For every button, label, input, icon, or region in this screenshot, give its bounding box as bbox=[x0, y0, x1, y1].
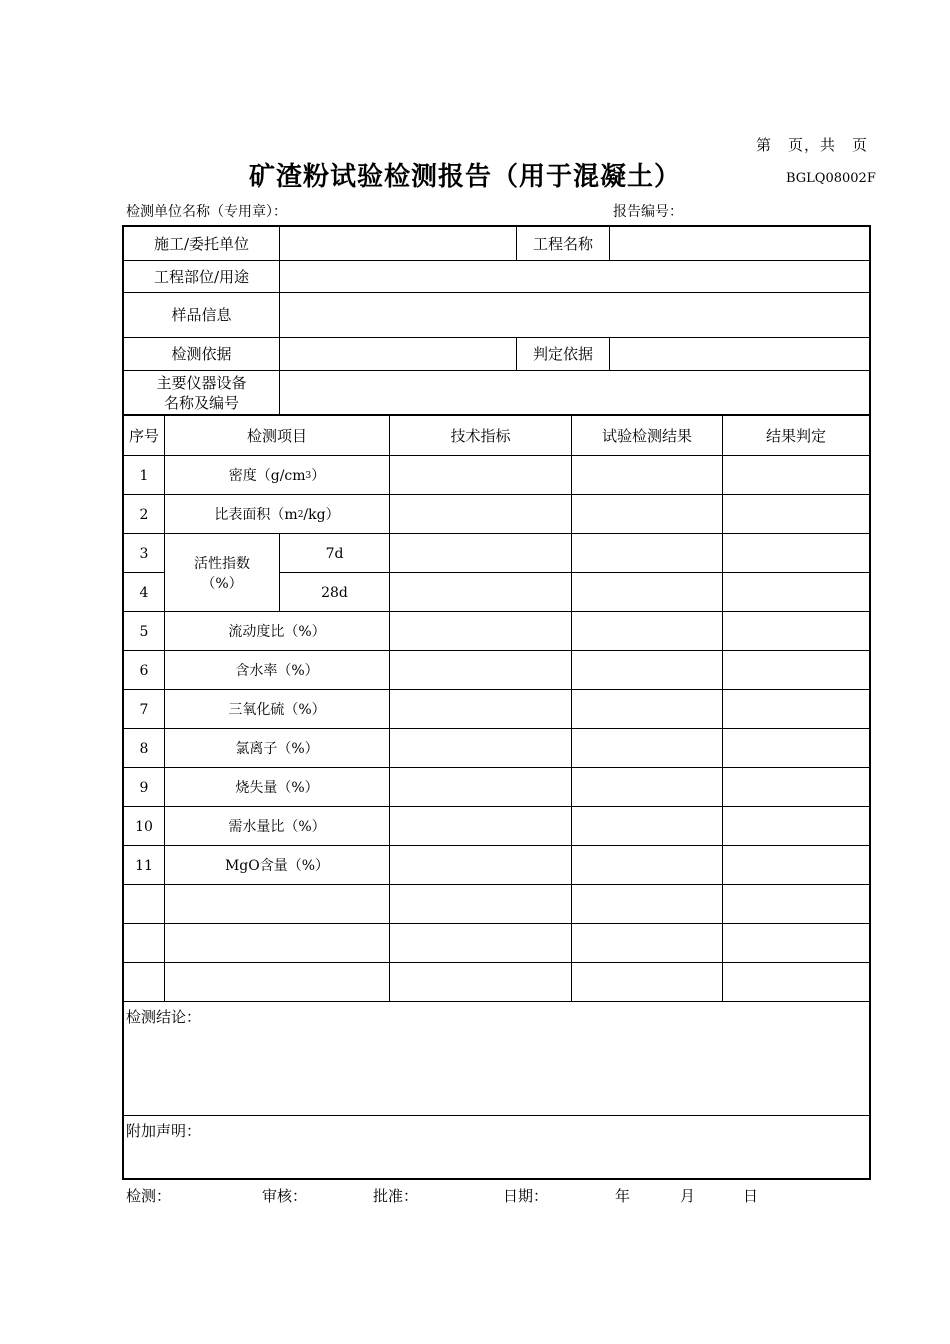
statement-label: 附加声明： bbox=[126, 1122, 202, 1140]
equipment-label bbox=[124, 371, 279, 414]
row-number: 4 bbox=[139, 585, 149, 601]
item-moisture: 含水率（%） bbox=[235, 663, 319, 679]
project-name-label: 工程名称 bbox=[532, 234, 593, 253]
header-judgement: 结果判定 bbox=[765, 427, 826, 445]
client-label: 施工/委托单位 bbox=[153, 234, 250, 253]
inspector-label: 检测： bbox=[126, 1187, 172, 1205]
row-number: 9 bbox=[139, 780, 149, 796]
header-result: 试验检测结果 bbox=[601, 427, 692, 445]
item-so3: 三氧化硫（%） bbox=[228, 702, 326, 718]
header-item: 检测项目 bbox=[246, 427, 307, 445]
location-field[interactable] bbox=[280, 261, 869, 292]
testing-unit-label: 检测单位名称（专用章）： bbox=[126, 204, 287, 220]
test-basis-field[interactable] bbox=[280, 338, 516, 370]
page-number: 第 页，共 页 bbox=[756, 136, 869, 154]
item-water-demand: 需水量比（%） bbox=[228, 819, 326, 835]
judge-basis-field[interactable] bbox=[610, 338, 869, 370]
equipment-field[interactable] bbox=[280, 371, 869, 414]
row-number: 3 bbox=[139, 546, 149, 562]
report-number-label: 报告编号： bbox=[613, 204, 683, 220]
day-label: 日 bbox=[743, 1187, 759, 1205]
reviewer-label: 审核： bbox=[262, 1187, 308, 1205]
conclusion-label: 检测结论： bbox=[126, 1008, 202, 1026]
row-number: 10 bbox=[135, 819, 153, 835]
row-number: 6 bbox=[139, 663, 149, 679]
sample-info-label: 样品信息 bbox=[171, 306, 232, 324]
row-number: 8 bbox=[139, 741, 149, 757]
statement-field[interactable] bbox=[124, 1140, 869, 1178]
year-label: 年 bbox=[615, 1187, 631, 1205]
project-name-field[interactable] bbox=[610, 227, 869, 260]
item-flow-ratio: 流动度比（%） bbox=[228, 624, 326, 640]
month-label: 月 bbox=[680, 1187, 696, 1205]
page-title: 矿渣粉试验检测报告（用于混凝土） bbox=[248, 162, 681, 192]
header-no: 序号 bbox=[128, 427, 159, 445]
header-spec: 技术指标 bbox=[450, 427, 511, 445]
equipment-label-line1: 主要仪器设备 bbox=[156, 373, 247, 392]
location-label: 工程部位/用途 bbox=[153, 267, 250, 286]
test-basis-label: 检测依据 bbox=[171, 345, 232, 363]
row-number: 5 bbox=[139, 624, 149, 640]
judge-basis-label: 判定依据 bbox=[532, 345, 593, 363]
item-activity-28d: 28d bbox=[321, 585, 348, 601]
item-specific-surface: 比表面积（m 2 /kg） bbox=[214, 507, 340, 523]
conclusion-field[interactable] bbox=[124, 1026, 869, 1114]
sample-info-field[interactable] bbox=[280, 293, 869, 337]
row-number: 7 bbox=[139, 702, 149, 718]
item-loss-on-ignition: 烧失量（%） bbox=[235, 780, 319, 796]
equipment-label-line2: 名称及编号 bbox=[163, 393, 239, 412]
client-field[interactable] bbox=[280, 227, 516, 260]
item-density: 密度（g/cm 3 ） bbox=[228, 468, 326, 484]
item-activity-index: 活性指数 （%） bbox=[194, 555, 250, 592]
form-code: BGLQ08002F bbox=[786, 171, 876, 186]
item-activity-7d: 7d bbox=[325, 546, 344, 562]
row-number: 11 bbox=[135, 858, 153, 874]
item-mgo: MgO含量（%） bbox=[224, 858, 330, 874]
row-number: 1 bbox=[139, 468, 149, 484]
item-chloride: 氯离子（%） bbox=[235, 741, 319, 757]
date-label: 日期： bbox=[503, 1187, 549, 1205]
row-number: 2 bbox=[139, 507, 149, 523]
approver-label: 批准： bbox=[373, 1187, 419, 1205]
